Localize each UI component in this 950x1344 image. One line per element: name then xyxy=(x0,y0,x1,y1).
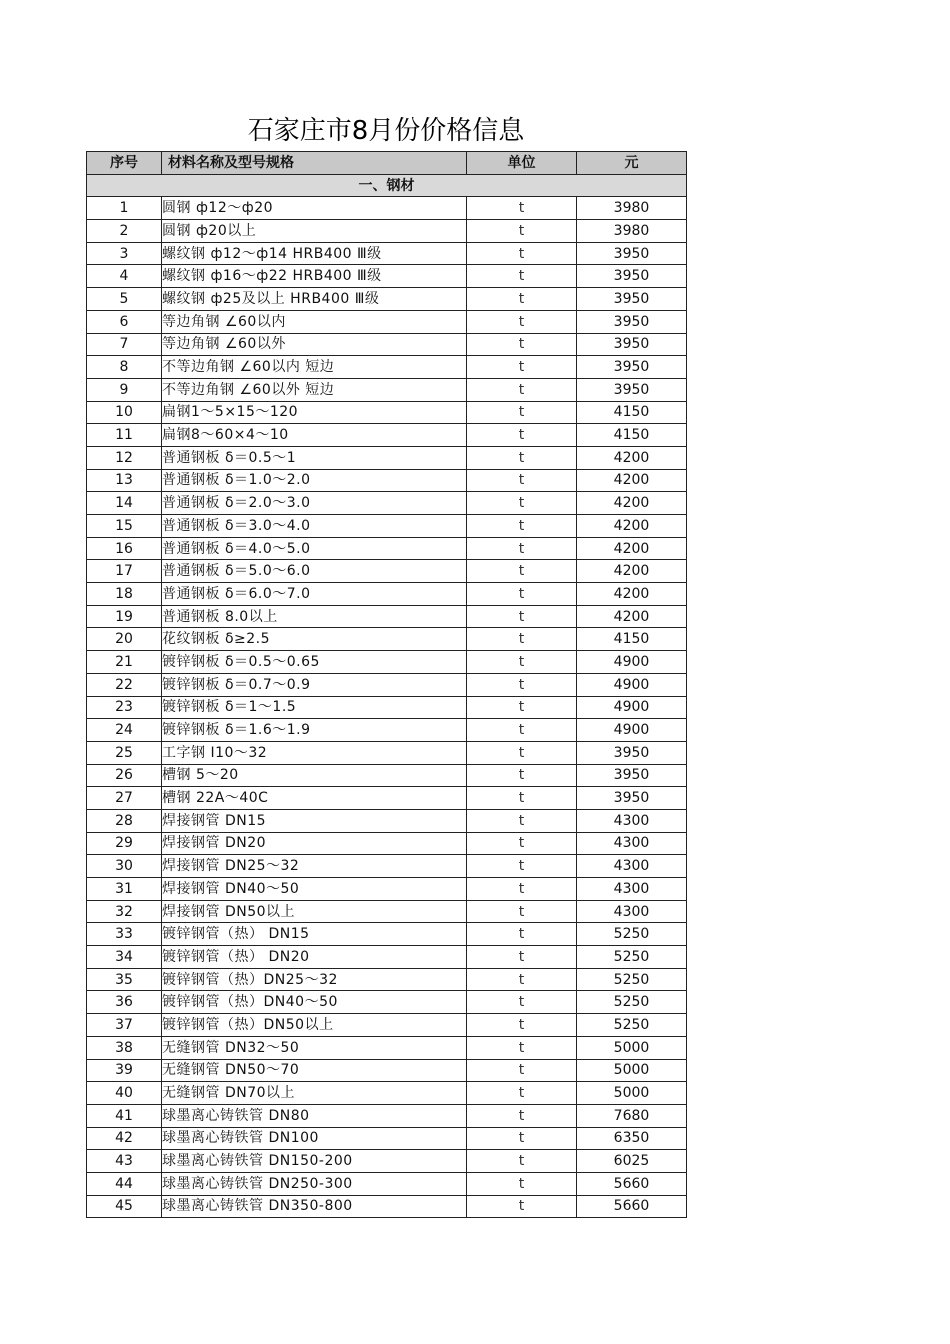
row-unit: t xyxy=(467,197,577,220)
row-index: 34 xyxy=(87,946,162,969)
row-index: 28 xyxy=(87,809,162,832)
table-row xyxy=(87,515,687,538)
table-row xyxy=(87,265,687,288)
row-price: 4200 xyxy=(577,605,687,628)
row-unit: t xyxy=(467,515,577,538)
row-price: 5250 xyxy=(577,946,687,969)
row-price: 3950 xyxy=(577,378,687,401)
row-material-name: 镀锌钢板 δ＝1.6～1.9 xyxy=(162,719,467,742)
row-price: 5000 xyxy=(577,1082,687,1105)
row-price: 3950 xyxy=(577,288,687,311)
row-index: 3 xyxy=(87,242,162,265)
table-row xyxy=(87,809,687,832)
row-index: 15 xyxy=(87,515,162,538)
row-price: 3950 xyxy=(577,265,687,288)
row-material-name: 等边角钢 ∠60以外 xyxy=(162,333,467,356)
row-material-name: 槽钢 5～20 xyxy=(162,764,467,787)
row-material-name: 普通钢板 δ＝6.0～7.0 xyxy=(162,583,467,606)
row-unit: t xyxy=(467,832,577,855)
table-row xyxy=(87,696,687,719)
row-index: 20 xyxy=(87,628,162,651)
row-material-name: 球墨离心铸铁管 DN250-300 xyxy=(162,1172,467,1195)
row-index: 7 xyxy=(87,333,162,356)
row-unit: t xyxy=(467,583,577,606)
row-unit: t xyxy=(467,242,577,265)
row-index: 37 xyxy=(87,1014,162,1037)
row-price: 4300 xyxy=(577,900,687,923)
row-unit: t xyxy=(467,424,577,447)
row-material-name: 螺纹钢 ф16～ф22 HRB400 Ⅲ级 xyxy=(162,265,467,288)
row-price: 5250 xyxy=(577,1014,687,1037)
table-row xyxy=(87,1014,687,1037)
row-price: 4900 xyxy=(577,696,687,719)
row-price: 5000 xyxy=(577,1059,687,1082)
row-material-name: 圆钢 ф12～ф20 xyxy=(162,197,467,220)
row-index: 41 xyxy=(87,1104,162,1127)
table-row xyxy=(87,719,687,742)
header-price: 元 xyxy=(577,152,687,175)
row-material-name: 螺纹钢 ф12～ф14 HRB400 Ⅲ级 xyxy=(162,242,467,265)
table-row xyxy=(87,787,687,810)
row-index: 29 xyxy=(87,832,162,855)
row-price: 3950 xyxy=(577,333,687,356)
row-index: 38 xyxy=(87,1036,162,1059)
table-row xyxy=(87,968,687,991)
row-unit: t xyxy=(467,673,577,696)
row-price: 4300 xyxy=(577,832,687,855)
row-material-name: 等边角钢 ∠60以内 xyxy=(162,310,467,333)
row-price: 4200 xyxy=(577,515,687,538)
header-name: 材料名称及型号规格 xyxy=(162,152,467,175)
row-unit: t xyxy=(467,446,577,469)
table-row xyxy=(87,764,687,787)
table-row xyxy=(87,446,687,469)
row-unit: t xyxy=(467,1082,577,1105)
table-row xyxy=(87,492,687,515)
row-unit: t xyxy=(467,1150,577,1173)
row-index: 27 xyxy=(87,787,162,810)
row-unit: t xyxy=(467,741,577,764)
table-row xyxy=(87,946,687,969)
table-row xyxy=(87,651,687,674)
row-index: 36 xyxy=(87,991,162,1014)
row-material-name: 无缝钢管 DN70以上 xyxy=(162,1082,467,1105)
row-material-name: 镀锌钢管（热）DN40～50 xyxy=(162,991,467,1014)
row-material-name: 普通钢板 δ＝3.0～4.0 xyxy=(162,515,467,538)
row-material-name: 普通钢板 δ＝0.5～1 xyxy=(162,446,467,469)
table-row xyxy=(87,878,687,901)
row-unit: t xyxy=(467,220,577,243)
row-unit: t xyxy=(467,764,577,787)
row-price: 4200 xyxy=(577,469,687,492)
row-price: 3980 xyxy=(577,197,687,220)
row-index: 23 xyxy=(87,696,162,719)
row-price: 6350 xyxy=(577,1127,687,1150)
row-unit: t xyxy=(467,356,577,379)
row-material-name: 镀锌钢板 δ＝0.7～0.9 xyxy=(162,673,467,696)
row-material-name: 球墨离心铸铁管 DN100 xyxy=(162,1127,467,1150)
table-row xyxy=(87,832,687,855)
row-index: 40 xyxy=(87,1082,162,1105)
row-unit: t xyxy=(467,1036,577,1059)
row-price: 5250 xyxy=(577,968,687,991)
table-row xyxy=(87,991,687,1014)
row-index: 42 xyxy=(87,1127,162,1150)
row-price: 4150 xyxy=(577,401,687,424)
table-row xyxy=(87,741,687,764)
row-index: 2 xyxy=(87,220,162,243)
header-row xyxy=(87,152,687,175)
row-unit: t xyxy=(467,628,577,651)
table-row xyxy=(87,583,687,606)
row-unit: t xyxy=(467,265,577,288)
row-material-name: 不等边角钢 ∠60以内 短边 xyxy=(162,356,467,379)
table-row xyxy=(87,333,687,356)
row-material-name: 球墨离心铸铁管 DN150-200 xyxy=(162,1150,467,1173)
row-index: 11 xyxy=(87,424,162,447)
table-row xyxy=(87,1036,687,1059)
row-index: 6 xyxy=(87,310,162,333)
row-price: 4200 xyxy=(577,492,687,515)
row-index: 44 xyxy=(87,1172,162,1195)
row-unit: t xyxy=(467,401,577,424)
row-material-name: 槽钢 22A～40C xyxy=(162,787,467,810)
row-index: 43 xyxy=(87,1150,162,1173)
table-row xyxy=(87,1082,687,1105)
table-row xyxy=(87,310,687,333)
row-price: 4900 xyxy=(577,719,687,742)
row-material-name: 镀锌钢管（热）DN50以上 xyxy=(162,1014,467,1037)
row-material-name: 镀锌钢管（热） DN20 xyxy=(162,946,467,969)
row-price: 3950 xyxy=(577,310,687,333)
table-row xyxy=(87,378,687,401)
row-unit: t xyxy=(467,288,577,311)
row-price: 4200 xyxy=(577,537,687,560)
table-row xyxy=(87,356,687,379)
row-unit: t xyxy=(467,855,577,878)
row-unit: t xyxy=(467,809,577,832)
row-unit: t xyxy=(467,1104,577,1127)
header-index: 序号 xyxy=(87,152,162,175)
row-material-name: 普通钢板 8.0以上 xyxy=(162,605,467,628)
row-material-name: 焊接钢管 DN15 xyxy=(162,809,467,832)
table-row xyxy=(87,401,687,424)
table-row xyxy=(87,855,687,878)
row-price: 5250 xyxy=(577,923,687,946)
price-table xyxy=(86,151,687,1218)
row-material-name: 焊接钢管 DN20 xyxy=(162,832,467,855)
row-material-name: 镀锌钢管（热）DN25～32 xyxy=(162,968,467,991)
table-row xyxy=(87,288,687,311)
row-index: 22 xyxy=(87,673,162,696)
row-price: 4900 xyxy=(577,673,687,696)
table-row xyxy=(87,673,687,696)
row-index: 25 xyxy=(87,741,162,764)
header-unit: 单位 xyxy=(467,152,577,175)
row-index: 32 xyxy=(87,900,162,923)
row-price: 5250 xyxy=(577,991,687,1014)
row-material-name: 普通钢板 δ＝4.0～5.0 xyxy=(162,537,467,560)
row-index: 18 xyxy=(87,583,162,606)
row-unit: t xyxy=(467,900,577,923)
row-price: 3950 xyxy=(577,764,687,787)
row-price: 4150 xyxy=(577,628,687,651)
row-index: 5 xyxy=(87,288,162,311)
row-index: 9 xyxy=(87,378,162,401)
row-unit: t xyxy=(467,605,577,628)
row-price: 5660 xyxy=(577,1195,687,1218)
table-row xyxy=(87,1104,687,1127)
row-unit: t xyxy=(467,878,577,901)
row-material-name: 焊接钢管 DN50以上 xyxy=(162,900,467,923)
row-material-name: 普通钢板 δ＝1.0～2.0 xyxy=(162,469,467,492)
row-index: 4 xyxy=(87,265,162,288)
row-unit: t xyxy=(467,991,577,1014)
row-material-name: 镀锌钢板 δ＝1～1.5 xyxy=(162,696,467,719)
row-price: 3980 xyxy=(577,220,687,243)
row-material-name: 镀锌钢管（热） DN15 xyxy=(162,923,467,946)
row-material-name: 扁钢1～5×15～120 xyxy=(162,401,467,424)
table-row xyxy=(87,1172,687,1195)
row-index: 10 xyxy=(87,401,162,424)
row-material-name: 普通钢板 δ＝2.0～3.0 xyxy=(162,492,467,515)
row-material-name: 圆钢 ф20以上 xyxy=(162,220,467,243)
table-row xyxy=(87,197,687,220)
row-unit: t xyxy=(467,1059,577,1082)
row-index: 1 xyxy=(87,197,162,220)
row-index: 13 xyxy=(87,469,162,492)
row-unit: t xyxy=(467,469,577,492)
row-unit: t xyxy=(467,560,577,583)
row-price: 3950 xyxy=(577,242,687,265)
row-material-name: 焊接钢管 DN40～50 xyxy=(162,878,467,901)
row-unit: t xyxy=(467,333,577,356)
row-unit: t xyxy=(467,378,577,401)
row-index: 21 xyxy=(87,651,162,674)
row-unit: t xyxy=(467,537,577,560)
section-label: 一、钢材 xyxy=(87,174,687,197)
table-row xyxy=(87,923,687,946)
row-unit: t xyxy=(467,946,577,969)
row-index: 24 xyxy=(87,719,162,742)
row-price: 3950 xyxy=(577,356,687,379)
table-row xyxy=(87,628,687,651)
row-material-name: 无缝钢管 DN32～50 xyxy=(162,1036,467,1059)
row-unit: t xyxy=(467,1172,577,1195)
row-unit: t xyxy=(467,696,577,719)
row-index: 14 xyxy=(87,492,162,515)
row-unit: t xyxy=(467,1195,577,1218)
row-material-name: 球墨离心铸铁管 DN80 xyxy=(162,1104,467,1127)
row-material-name: 球墨离心铸铁管 DN350-800 xyxy=(162,1195,467,1218)
table-row xyxy=(87,220,687,243)
row-index: 12 xyxy=(87,446,162,469)
row-unit: t xyxy=(467,923,577,946)
row-price: 4200 xyxy=(577,446,687,469)
row-price: 5000 xyxy=(577,1036,687,1059)
table-row xyxy=(87,1195,687,1218)
row-material-name: 螺纹钢 ф25及以上 HRB400 Ⅲ级 xyxy=(162,288,467,311)
row-price: 4300 xyxy=(577,855,687,878)
row-price: 3950 xyxy=(577,787,687,810)
table-row xyxy=(87,469,687,492)
section-row xyxy=(87,174,687,197)
row-index: 30 xyxy=(87,855,162,878)
row-index: 35 xyxy=(87,968,162,991)
page-title: 石家庄市8月份价格信息 xyxy=(247,116,525,146)
row-unit: t xyxy=(467,651,577,674)
row-index: 19 xyxy=(87,605,162,628)
table-row xyxy=(87,560,687,583)
row-index: 33 xyxy=(87,923,162,946)
row-material-name: 普通钢板 δ＝5.0～6.0 xyxy=(162,560,467,583)
row-unit: t xyxy=(467,968,577,991)
row-material-name: 花纹钢板 δ≥2.5 xyxy=(162,628,467,651)
row-index: 39 xyxy=(87,1059,162,1082)
row-unit: t xyxy=(467,787,577,810)
row-price: 4150 xyxy=(577,424,687,447)
row-material-name: 镀锌钢板 δ＝0.5～0.65 xyxy=(162,651,467,674)
row-material-name: 工字钢 Ⅰ10～32 xyxy=(162,741,467,764)
row-index: 16 xyxy=(87,537,162,560)
row-material-name: 扁钢8～60×4～10 xyxy=(162,424,467,447)
row-price: 4200 xyxy=(577,560,687,583)
row-index: 17 xyxy=(87,560,162,583)
row-price: 6025 xyxy=(577,1150,687,1173)
row-index: 31 xyxy=(87,878,162,901)
table-row xyxy=(87,1127,687,1150)
row-unit: t xyxy=(467,1014,577,1037)
row-material-name: 焊接钢管 DN25～32 xyxy=(162,855,467,878)
row-index: 45 xyxy=(87,1195,162,1218)
row-material-name: 无缝钢管 DN50～70 xyxy=(162,1059,467,1082)
row-price: 4300 xyxy=(577,809,687,832)
row-unit: t xyxy=(467,719,577,742)
table-row xyxy=(87,242,687,265)
row-price: 4900 xyxy=(577,651,687,674)
row-index: 8 xyxy=(87,356,162,379)
table-row xyxy=(87,424,687,447)
table-row xyxy=(87,537,687,560)
row-unit: t xyxy=(467,310,577,333)
row-price: 4200 xyxy=(577,583,687,606)
table-row xyxy=(87,1150,687,1173)
row-material-name: 不等边角钢 ∠60以外 短边 xyxy=(162,378,467,401)
row-price: 3950 xyxy=(577,741,687,764)
table-row xyxy=(87,1059,687,1082)
table-row xyxy=(87,900,687,923)
row-unit: t xyxy=(467,492,577,515)
row-price: 5660 xyxy=(577,1172,687,1195)
row-index: 26 xyxy=(87,764,162,787)
row-price: 7680 xyxy=(577,1104,687,1127)
row-price: 4300 xyxy=(577,878,687,901)
row-unit: t xyxy=(467,1127,577,1150)
table-row xyxy=(87,605,687,628)
